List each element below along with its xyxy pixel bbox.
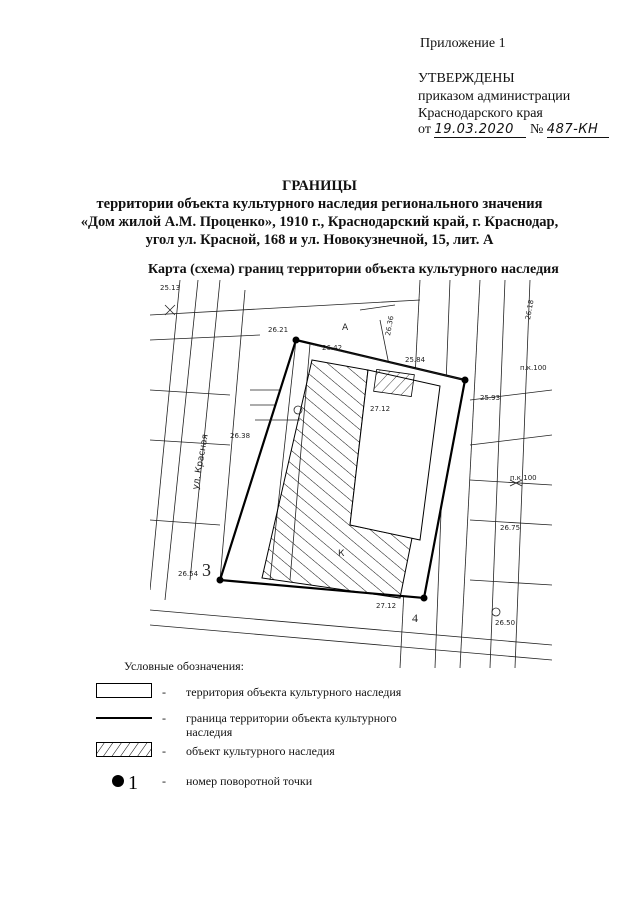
turning-point-3 — [217, 577, 224, 584]
elevation-label: 25.93 — [480, 394, 501, 402]
legend-text: объект культурного наследия — [186, 744, 335, 758]
handwritten-number: 487-КН — [547, 122, 609, 138]
boundary-map — [150, 280, 552, 668]
territory-swatch — [96, 683, 152, 699]
legend-dash: - — [162, 711, 166, 725]
elevation-label: 26.50 — [495, 619, 516, 627]
legend-dash: - — [162, 774, 166, 788]
document-heading: ГРАНИЦЫ — [282, 178, 357, 194]
code-label: п.к.100 — [510, 474, 537, 482]
code-label: п.к.100 — [520, 364, 547, 372]
building-label: К — [338, 549, 345, 559]
legend-text: территория объекта культурного наследия — [186, 685, 402, 699]
region-label: Краснодарского края — [418, 106, 543, 121]
order-line — [418, 122, 609, 138]
object-swatch — [96, 742, 152, 758]
point-sample-number: 1 — [128, 772, 138, 792]
legend-heading: Условные обозначения: — [124, 659, 245, 673]
boundary-swatch — [96, 711, 152, 727]
legend-dash: - — [162, 744, 166, 758]
elevation-label: 27.12 — [376, 602, 397, 610]
approved-label: УТВЕРЖДЕНЫ — [418, 71, 515, 86]
turning-point-1 — [293, 337, 300, 344]
title-line-1: территории объекта культурного наследия регионального значения — [96, 196, 543, 212]
building-label: А — [342, 323, 349, 333]
elevation-label: 26.38 — [230, 432, 251, 440]
legend-text: номер поворотной точки — [186, 774, 313, 788]
legend-text: граница территории объекта культурного наследия — [186, 711, 397, 739]
point-swatch — [110, 770, 166, 792]
title-line-3: угол ул. Красной, 168 и ул. Новокузнечной, 15, лит. А — [145, 232, 494, 248]
elevation-label: 25.84 — [405, 356, 426, 364]
elevation-label: 25.13 — [160, 284, 181, 292]
elevation-label: 26.54 — [178, 570, 199, 578]
elevation-label: 26.42 — [322, 344, 343, 352]
handwritten-date: 19.03.2020 — [434, 122, 526, 138]
point-number: 4 — [412, 611, 418, 625]
from-label: от — [418, 122, 431, 137]
elevation-label: 26.18 — [524, 299, 536, 321]
elevation-label: 26.36 — [384, 315, 396, 337]
appendix-label: Приложение 1 — [420, 36, 506, 51]
elevation-label: 27.12 — [370, 405, 391, 413]
street-label: ул. Красная — [191, 433, 211, 491]
turning-point-4 — [421, 595, 428, 602]
point-number: 3 — [202, 560, 211, 580]
elevation-label: 26.75 — [500, 524, 521, 532]
by-order-label: приказом администрации — [418, 89, 571, 104]
elevation-label: 26.21 — [268, 326, 289, 334]
turning-point-2 — [462, 377, 469, 384]
number-label: № — [529, 122, 544, 137]
title-line-2: «Дом жилой А.М. Проценко», 1910 г., Краснодарский край, г. Краснодар, — [80, 214, 559, 230]
legend-dash: - — [162, 685, 166, 699]
map-caption: Карта (схема) границ территории объекта культурного наследия — [148, 262, 559, 277]
